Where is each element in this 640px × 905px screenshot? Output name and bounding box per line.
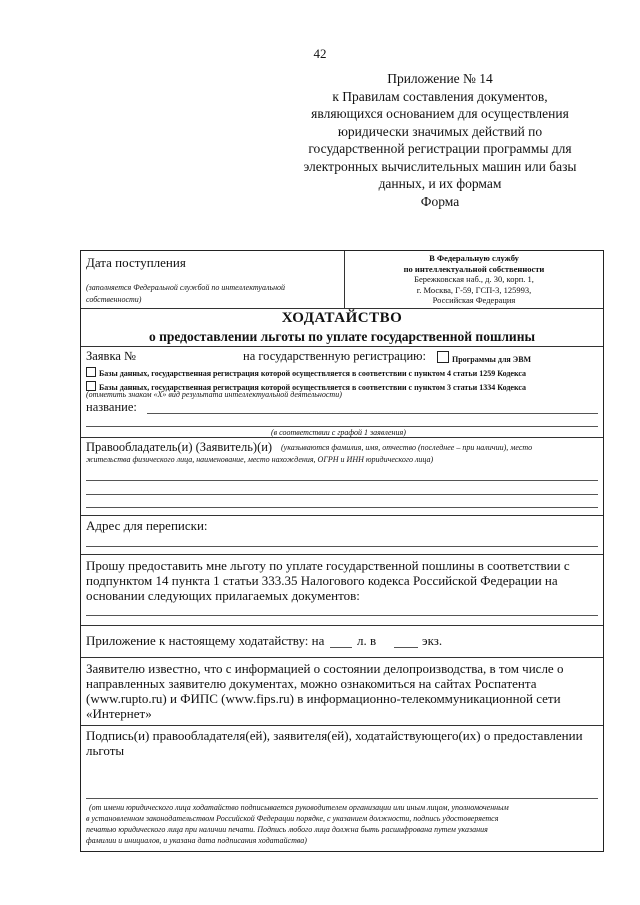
application-number-label: Заявка № xyxy=(86,349,136,363)
request-text: Прошу предоставить мне льготу по уплате государственной пошлины в соответствии с xyxy=(86,558,570,573)
holder-line[interactable] xyxy=(86,480,598,481)
option-db-1334-label: Базы данных, государственная регистрация которой осуществляется в соответствии с пунктом 3 статьи 1334 Кодекса xyxy=(99,383,527,392)
page-number: 42 xyxy=(313,46,327,61)
signature-label: Подпись(и) правообладателя(ей), заявителя(ей), ходатайствующего(их) о предоставлении xyxy=(86,728,583,743)
header-line: являющихся основанием для осуществления xyxy=(311,106,569,121)
holder-label: Правообладатель(и) (Заявитель)(и) xyxy=(86,440,273,454)
addressee-line: Бережковская наб., д. 30, корп. 1, xyxy=(414,274,534,284)
notice-text: (www.rupto.ru) и ФИПС (www.fips.ru) в информационно-телекоммуникационной сети xyxy=(86,691,561,706)
divider xyxy=(81,437,603,438)
header-line: данных, и их формам xyxy=(378,176,502,191)
copies-count-field[interactable] xyxy=(394,647,418,648)
petition-form xyxy=(80,250,604,852)
address-line[interactable] xyxy=(86,546,598,547)
header-line: юридически значимых действий по xyxy=(337,123,543,139)
divider xyxy=(81,625,603,626)
notice-text: «Интернет» xyxy=(86,706,152,721)
signature-note: фамилии и инициалов, и указана дата подписания ходатайства) xyxy=(86,836,307,845)
notice-text: направленных заявителю документах, можно ознакомиться на сайтах Роспатента xyxy=(86,676,537,691)
mark-note: (отметить знаком «Х» вид результата интеллектуальной деятельности) xyxy=(86,390,342,399)
attachment-label: Приложение к настоящему ходатайству: на xyxy=(86,633,325,648)
form-subtitle: о предоставлении льготы по уплате государственной пошлины xyxy=(148,329,536,344)
divider xyxy=(81,725,603,726)
name-line[interactable] xyxy=(86,426,598,427)
request-text: подпунктом 14 пункта 1 статьи 333.35 Налогового кодекса Российской Федерации на xyxy=(86,573,558,588)
notice-text: Заявителю известно, что с информацией о состоянии делопроизводства, в том числе о xyxy=(86,661,564,676)
header-line: Приложение № 14 xyxy=(387,71,493,86)
holder-line[interactable] xyxy=(86,494,598,495)
registration-label: на государственную регистрацию: xyxy=(243,349,426,363)
receipt-date-label: Дата поступления xyxy=(86,255,186,270)
divider xyxy=(81,554,603,555)
holder-note: жительства физического лица, наименование, место нахождения, ОГРН и ИНН юридического лица) xyxy=(86,455,434,464)
name-note: (в соответствии с графой 1 заявления) xyxy=(271,428,406,437)
name-label: название: xyxy=(86,400,137,414)
checkbox-db-1259[interactable] xyxy=(86,367,96,377)
addressee-line: по интеллектуальной собственности xyxy=(403,263,545,274)
sheets-count-field[interactable] xyxy=(330,647,352,648)
signature-line[interactable] xyxy=(86,798,598,799)
divider xyxy=(81,308,603,309)
header-line: Форма xyxy=(420,193,460,209)
option-db-1259-label: Базы данных, государственная регистрация которой осуществляется в соответствии с пунктом 4 статьи 1259 Кодекса xyxy=(99,369,527,378)
header-line: к Правилам составления документов, xyxy=(332,88,548,104)
signature-note: (от имени юридического лица ходатайство подписывается руководителем организации или иным лицом, уполномоченным xyxy=(89,803,509,812)
receipt-note: (заполняется Федеральной службой по интеллектуальной xyxy=(86,283,286,292)
addressee-line: Российская Федерация xyxy=(432,295,516,305)
holder-note: (указываются фамилия, имя, отчество (последнее – при наличии), место xyxy=(281,443,533,452)
header-line: электронных вычислительных машин или базы xyxy=(303,158,577,174)
header-line: государственной регистрации программы для xyxy=(308,141,572,156)
appendix-header xyxy=(300,70,580,210)
divider xyxy=(81,515,603,516)
copies-label: экз. xyxy=(422,633,443,648)
request-text: основании следующих прилагаемых документов: xyxy=(86,588,360,603)
option-program-label: Программы для ЭВМ xyxy=(452,355,532,364)
divider xyxy=(81,657,603,658)
address-label: Адрес для переписки: xyxy=(86,518,208,533)
signature-note: печатью юридического лица при наличии печати. Подпись любого лица должна быть расшифрована путем указания xyxy=(86,825,488,834)
holder-line[interactable] xyxy=(86,507,598,508)
sheets-label: л. в xyxy=(357,633,377,648)
divider xyxy=(81,346,603,347)
signature-label: льготы xyxy=(86,743,125,758)
documents-line[interactable] xyxy=(86,615,598,616)
receipt-note: собственности) xyxy=(86,295,142,304)
addressee-line: В Федеральную службу xyxy=(429,253,519,263)
form-title: ХОДАТАЙСТВО xyxy=(281,310,403,326)
name-line[interactable] xyxy=(147,413,598,414)
addressee-line: г. Москва, Г-59, ГСП-3, 125993, xyxy=(416,284,532,295)
signature-note: в установленном законодательством Российской Федерации порядке, с указанием должности, подпись удостоверяется xyxy=(86,814,499,823)
addressee-block xyxy=(345,253,603,306)
checkbox-program[interactable] xyxy=(437,351,449,363)
